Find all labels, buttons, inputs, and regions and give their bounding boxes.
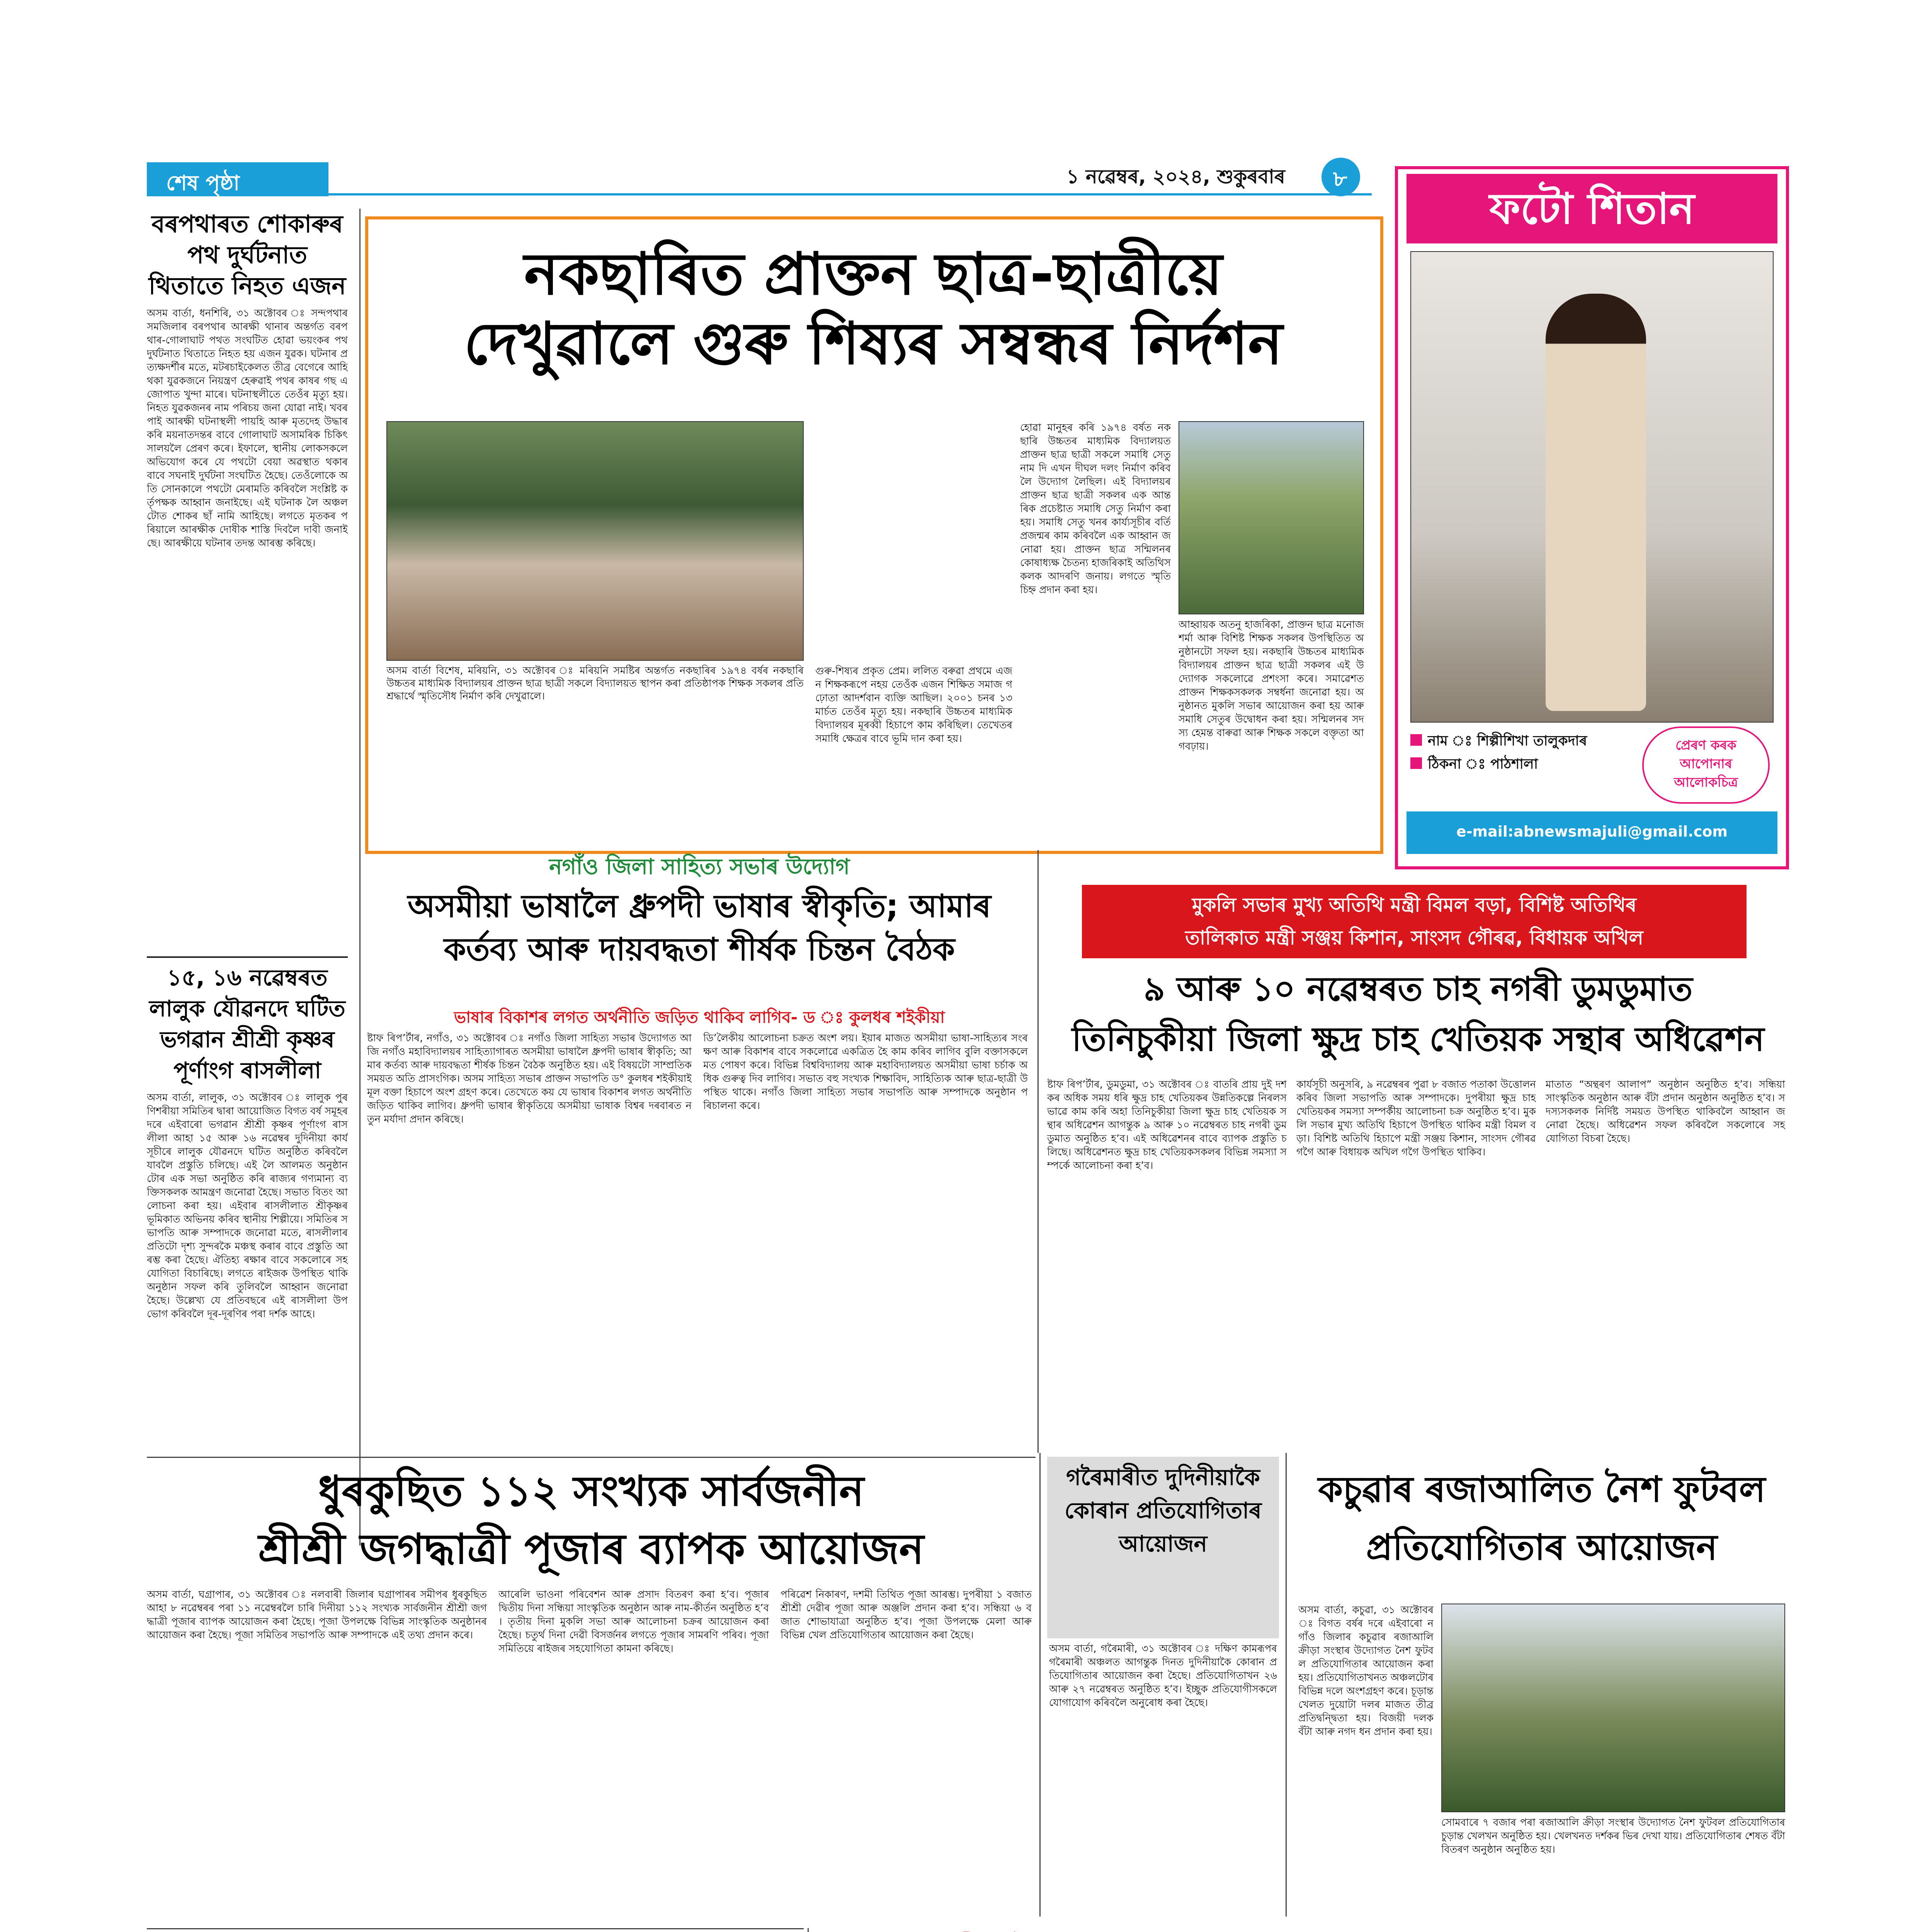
puja-top-rule	[147, 1457, 1036, 1458]
sahitya-rule	[1037, 850, 1039, 1453]
left-article-2-title: ১৫, ১৬ নৱেম্বৰত লালুক যৌৱনদে ঘটিত ভগৱান শ্ৰীশ্ৰী কৃষ্ণৰ পূৰ্ণাংগ ৰাসলীলা	[149, 964, 345, 1083]
goreswar-body: অসম বাৰ্তা, গৰৈমাৰী, ৩১ অক্টোবৰ ঃ দক্ষিণ কামৰূপৰ গৰৈমাৰী অঞ্চলত আগন্তুক দিনত দুদিনীয়াকৈ কোৰান প্ৰতিযোগিতাৰ আয়োজন কৰা হৈছে। প্ৰতিযোগিতাখন ২৬ আৰু ২৭ নৱেম্বৰত অনুষ্ঠিত হ’ব। ইচ্ছুক প্ৰতিযোগীসকলে যোগাযোগ কৰিবলৈ অনুৰোধ কৰা হৈছে।	[1049, 1643, 1277, 1709]
main-article-col2: গুৰু-শিষ্যৰ প্ৰকৃত প্ৰেম। ললিত বৰুৱা প্ৰথমে এজন শিক্ষকৰূপে নহয় তেওঁক এজন শিক্ষিত সমাজ গঢ়োতা আদৰ্শবান ব্যক্তি আছিল। ২০০১ চনৰ ১৩ মাৰ্চত তেওঁৰ মৃত্যু হয়। নকছাৰি উচ্চতৰ মাধ্যমিক বিদ্যালয়ৰ মূৰব্বী হিচাপে কাম কৰিছিল। তেখেতৰ সমাধি ক্ষেত্ৰৰ বাবে ভূমি দান কৰা হয়।	[815, 665, 1012, 745]
main-headline-1: নকছাৰিত প্ৰাক্তন ছাত্ৰ-ছাত্ৰীয়ে	[524, 241, 1223, 308]
left-column-rule	[359, 209, 361, 1546]
kachua-col1: অসম বাৰ্তা, কচুৱা, ৩১ অক্টোবৰ ঃ বিগত বৰ্ষৰ দৰে এইবাৰো নগাঁও জিলাৰ কচুৱাৰ ৰজাআলি ক্ৰীড়া সংস্থাৰ উদ্যোগত নৈশ ফুটবল প্ৰতিযোগিতাৰ আয়োজন কৰা হয়। প্ৰতিযোগিতাখনত অঞ্চলটোৰ বিভিন্ন দলে অংশগ্ৰহণ কৰে। চূড়ান্ত খেলত দুয়োটা দলৰ মাজত তীব্ৰ প্ৰতিদ্বন্দ্বিতা হয়। বিজয়ী দলক বঁটা আৰু নগদ ধন প্ৰদান কৰা হয়।	[1298, 1604, 1434, 1738]
name-bullet-icon	[1410, 734, 1422, 746]
march-rule	[808, 1928, 809, 1932]
sahitya-col1: ষ্টাফ ৰিপ’ৰ্টাৰ, নগাঁও, ৩১ অক্টোবৰ ঃ নগাঁও জিলা সাহিত্য সভাৰ উদ্যোগত আজি নগাঁও মহাবিদ্যালয়ৰ সাহিত্যাগাৰত অসমীয়া ভাষালৈ ধ্ৰুপদী ভাষাৰ স্বীকৃতি; আমাৰ কৰ্তব্য আৰু দায়বদ্ধতা শীৰ্ষক চিন্তন বৈঠক অনুষ্ঠিত হয়। এই বিষয়টো সাম্প্ৰতিক সময়ত অতি প্ৰাসংগিক। অসম সাহিত্য সভাৰ প্ৰাক্তন সভাপতি ড° কুলধৰ শইকীয়াই মূল বক্তা হিচাপে অংশ গ্ৰহণ কৰে। তেখেতে কয় যে ভাষাৰ বিকাশৰ লগত অৰ্থনীতি জড়িত থাকিব লাগিব। ধ্ৰুপদী ভাষাৰ স্বীকৃতিয়ে অসমীয়া ভাষাক বিশ্বৰ দৰবাৰত নতুন মৰ্যাদা প্ৰদান কৰিছে।	[367, 1032, 692, 1125]
left-article-1	[147, 209, 348, 951]
goreswar-headline: গৰৈমাৰীত দুদিনীয়াকৈ কোৰান প্ৰতিযোগিতাৰ আয়োজন	[1065, 1464, 1262, 1557]
contest-address: ঠিকনা ঃ পাঠশালা	[1428, 756, 1538, 772]
chah-col1: ষ্টাফ ৰিপ’ৰ্টাৰ, ডুমডুমা, ৩১ অক্টোবৰ ঃ বাতৰি প্ৰায় দুই দশকৰ অধিক সময় ধৰি ক্ষুদ্ৰ চাহ খেতিয়কৰ উন্নতিকল্পে নিৰলসভাৱে কাম কৰি অহা তিনিচুকীয়া জিলা ক্ষুদ্ৰ চাহ খেতিয়ক সন্থাৰ অধিৱেশন আগন্তুক ৯ আৰু ১০ নৱেম্বৰত চাহ নগৰী ডুমডুমাত অনুষ্ঠিত হ’ব। এই অধিৱেশনৰ বাবে ব্যাপক প্ৰস্তুতি চলিছে। অধিৱেশনত ক্ষুদ্ৰ চাহ খেতিয়কসকলৰ বিভিন্ন সমস্যা সম্পৰ্কে আলোচনা কৰা হ’ব।	[1047, 1079, 1287, 1172]
chah-headline-2: তিনিচুকীয়া জিলা ক্ষুদ্ৰ চাহ খেতিয়ক সন্থাৰ অধিৱেশন	[1071, 1020, 1765, 1059]
left-article-2	[147, 962, 348, 1546]
sahitya-subhead: ভাষাৰ বিকাশৰ লগত অৰ্থনীতি জড়িত থাকিব লাগিব- ড ঃ কুলধৰ শইকীয়া	[454, 1008, 945, 1027]
left-article-1-title: বৰপথাৰত শোকাৰুৰ পথ দুৰ্ঘটনাত থিতাতে নিহত এজন	[148, 210, 346, 300]
main-photo-caption: অসম বাৰ্তা বিশেষ, মৰিয়নি, ৩১ অক্টোবৰ ঃ মৰিয়নি সমষ্টিৰ অন্তৰ্গত নকছাৰিৰ ১৯৭৪ বৰ্ষৰ নকছাৰি উচ্চতৰ মাধ্যমিক বিদ্যালয়ৰ প্ৰাক্তন ছাত্ৰ ছাত্ৰী সকলে বিদ্যালয়ত স্থাপন কৰা প্ৰতিষ্ঠাপক শিক্ষক সকলৰ প্ৰতি শ্ৰদ্ধাৰ্থে স্মৃতিসৌধ নিৰ্মাণ কৰি দেখুৱালে।	[386, 665, 804, 702]
main-headline-2: দেখুৱালে গুৰু শিষ্যৰ সম্বন্ধৰ নিৰ্দশন	[464, 310, 1283, 378]
photo-contest-title: ফটো শিতান	[1489, 184, 1695, 233]
contest-name: নাম ঃ শিল্পীশিখা তালুকদাৰ	[1428, 733, 1587, 749]
send-photo-text: প্ৰেৰণ কৰক আপোনাৰ আলোকচিত্ৰ	[1674, 738, 1738, 790]
puja-col2: আৰেলি ভাওনা পৰিবেশন আৰু প্ৰসাদ বিতৰণ কৰা হ’ব। পূজাৰ দ্বিতীয় দিনা সন্ধিয়া সাংস্কৃতিক অনুষ্ঠান আৰু নাম-কীৰ্তন অনুষ্ঠিত হ’ব। তৃতীয় দিনা মুকলি সভা আৰু আলোচনা চক্ৰৰ আয়োজন কৰা হৈছে। চতুৰ্থ দিনা দেৱী বিসৰ্জনৰ লগতে পূজাৰ সামৰণি পৰিব। পূজা সমিতিয়ে ৰাইজৰ সহযোগিতা কামনা কৰিছে।	[498, 1589, 769, 1655]
football-trophy-photo	[1441, 1604, 1785, 1812]
puja-col3: পৰিৱেশ নিকাৰণ, দশমী তিথিত পূজা আৰম্ভ। দুপৰীয়া ১ বজাত শ্ৰীশ্ৰী দেৱীৰ পূজা আৰু অঞ্জলি প্ৰদান কৰা হ’ব। সন্ধিয়া ৬ বজাত শোভাযাত্ৰা অনুষ্ঠিত হ’ব। পূজা উপলক্ষে মেলা আৰু বিভিন্ন খেল প্ৰতিযোগিতাৰ আয়োজন কৰা হৈছে।	[781, 1589, 1032, 1641]
chah-banner-line2: তালিকাত মন্ত্ৰী সঞ্জয় কিশান, সাংসদ গৌৰৱ, বিধায়ক অখিল	[1185, 927, 1643, 949]
main-article-col4: আহ্বায়ক অতনু হাজৰিকা, প্ৰাক্তন ছাত্ৰ মনোজ শৰ্মা আৰু বিশিষ্ট শিক্ষক সকলৰ উপস্থিতিত অনুষ্ঠানটো সফল হয়। নকছাৰি উচ্চতৰ মাধ্যমিক বিদ্যালয়ৰ প্ৰাক্তন ছাত্ৰ ছাত্ৰী সকলৰ এই উদ্যোগক সকলোৱে প্ৰশংসা কৰে। সমাৱেশত প্ৰাক্তন শিক্ষকসকলক সম্বৰ্ধনা জনোৱা হয়। অনুষ্ঠানত মুকলি সভাৰ আয়োজন কৰা হয় আৰু সমাধি সেতুৰ উদ্বোধন কৰা হয়। সন্মিলনৰ সদস্য হেমন্ত বাৰুৱা আৰু শিক্ষক সকলে বক্তৃতা আগবঢ়ায়।	[1179, 619, 1364, 752]
puja-headline-1: ধুৰকুছিত ১১২ সংখ্যক সাৰ্বজনীন	[318, 1467, 864, 1515]
march-top-rule	[147, 1928, 804, 1929]
main-article-col3: হোৱা মানুহৰ কৰি ১৯৭৪ বৰ্ষত নকছাৰি উচ্চতৰ মাধ্যমিক বিদ্যালয়ত প্ৰাক্তন ছাত্ৰ ছাত্ৰী সকলে সমাধি সেতু নাম দি এখন দীঘল দলং নিৰ্মাণ কৰিবলৈ উদ্যোগ লৈছিল। এই বিদ্যালয়ৰ প্ৰাক্তন ছাত্ৰ ছাত্ৰী সকলৰ এক আন্তৰিক প্ৰচেষ্টাত সমাধি সেতু নিৰ্মাণ কৰা হয়। সমাধি সেতু খনৰ কাৰ্য্যসূচীৰ বৰ্তি প্ৰজন্মৰ কাম কৰিবলৈ এক আহ্বান জনোৱা হয়। প্ৰাক্তন ছাত্ৰ সন্মিলনৰ কোষাধ্যক্ষ চৈতন্য হাজৰিকাই অতিথিসকলক আদৰণি জনায়। লগতে স্মৃতি চিহ্ন প্ৰদান কৰা হয়।	[1020, 422, 1171, 596]
left-article-2-body: অসম বাৰ্তা, লালুক, ৩১ অক্টোবৰ ঃ লালুক পুৰণিশৰীয়া সমিতিৰ দ্বাৰা আয়োজিত বিগত বৰ্ষ সমূহৰ দৰে এইবাৰো ভগৱান শ্ৰীশ্ৰী কৃষ্ণৰ পূৰ্ণাংগ ৰাসলীলা আহা ১৫ আৰু ১৬ নৱেম্বৰ দুদিনীয়া কাৰ্যসূচীৰে লালুক যৌৱনদে ঘটিত অনুষ্ঠিত কৰিবলৈ যাবলৈ প্ৰস্তুতি চলিছে। এই লৈ আলমত অনুষ্ঠানটোৰ এক সভা অনুষ্ঠিত কৰি ৰাজ্যৰ গণ্যমান্য ব্যক্তিসকলক আমন্ত্ৰণ জনোৱা হৈছে। সভাত বিতং আলোচনা কৰা হয়। এইবাৰ ৰাসলীলাত শ্ৰীকৃষ্ণৰ ভূমিকাত অভিনয় কৰিব স্থানীয় শিল্পীয়ে। সমিতিৰ সভাপতি আৰু সম্পাদকে জনোৱা মতে, ৰাসলীলাৰ প্ৰতিটো দৃশ্য সুন্দৰকৈ মঞ্চস্থ কৰাৰ বাবে প্ৰস্তুতি আৰম্ভ কৰা হৈছে। ঐতিহ্য ৰক্ষাৰ বাবে সকলোৰে সহযোগিতা বিচাৰিছে। লগতে ৰাইজক উপস্থিত থাকি অনুষ্ঠান সফল কৰি তুলিবলৈ আহ্বান জনোৱা হৈছে। উল্লেখ্য যে প্ৰতিবছৰে এই ৰাসলীলা উপভোগ কৰিবলৈ দূৰ-দূৰণিৰ পৰা দৰ্শক আহে।	[147, 1092, 348, 1320]
group-photo	[386, 421, 804, 661]
page-number: ৮	[1333, 167, 1347, 192]
section-label: শেষ পৃষ্ঠা	[166, 171, 240, 195]
header-date: ১ নৱেম্বৰ, ২০২৪, শুকুৰবাৰ	[1066, 165, 1286, 188]
puja-col1: অসম বাৰ্তা, ঘগ্ৰাপাৰ, ৩১ অক্টোবৰ ঃ নলবাৰী জিলাৰ ঘগ্ৰাপাৰৰ সমীপৰ ধুৰকুছিত আহা ৮ নৱেম্বৰৰ পৰা ১১ নৱেম্বৰলৈ চাৰি দিনীয়া ১১২ সংখ্যক সাৰ্বজনীন শ্ৰীশ্ৰী জগদ্ধাত্ৰী পূজাৰ ব্যাপক আয়োজন কৰা হৈছে। পূজা উপলক্ষে বিভিন্ন সাংস্কৃতিক অনুষ্ঠানৰ আয়োজন কৰা হৈছে। পূজা সমিতিৰ সভাপতি আৰু সম্পাদকে এই তথ্য প্ৰদান কৰে।	[147, 1589, 487, 1641]
chah-col2: কাৰ্যসূচী অনুসৰি, ৯ নৱেম্বৰৰ পুৱা ৮ বজাত পতাকা উত্তোলন কৰিব জিলা সভাপতি আৰু সম্পাদকে। দুপৰীয়া ক্ষুদ্ৰ চাহ খেতিয়কৰ সমস্যা সম্পৰ্কীয় আলোচনা চক্ৰ অনুষ্ঠিত হ’ব। মুকলি সভাৰ মুখ্য অতিথি হিচাপে উপস্থিত থাকিব মন্ত্ৰী বিমল বড়া। বিশিষ্ট অতিথি হিচাপে মন্ত্ৰী সঞ্জয় কিশান, সাংসদ গৌৰৱ গগৈ আৰু বিধায়ক অখিল গগৈ উপস্থিত থাকিব।	[1296, 1079, 1536, 1158]
sahitya-headline: অসমীয়া ভাষালৈ ধ্ৰুপদী ভাষাৰ স্বীকৃতি; আমাৰ কৰ্তব্য আৰু দায়বদ্ধতা শীৰ্ষক চিন্তন বৈঠক	[408, 888, 991, 968]
address-bullet-icon	[1410, 757, 1422, 769]
chah-headline-1: ৯ আৰু ১০ নৱেম্বৰত চাহ নগৰী ডুমডুমাত	[1143, 970, 1693, 1009]
memorial-bridge-photo	[1179, 421, 1364, 614]
sahitya-kicker: নগাঁও জিলা সাহিত্য সভাৰ উদ্যোগ	[549, 854, 850, 879]
contest-email: e-mail:abnewsmajuli@gmail.com	[1456, 823, 1728, 840]
chah-col3: মাতাত “অন্থৰণ আলাপ” অনুষ্ঠান অনুষ্ঠিত হ’ব। সন্ধিয়া সাংস্কৃতিক অনুষ্ঠান আৰু বঁটা প্ৰদান অনুষ্ঠান অনুষ্ঠিত হ’ব। সদস্যসকলক নিৰ্দিষ্ট সময়ত উপস্থিত থাকিবলৈ আহ্বান জনোৱা হৈছে। অধিৱেশন সফল কৰিবলৈ সকলোৰে সহযোগিতা বিচৰা হৈছে।	[1546, 1079, 1785, 1145]
puja-headline-2: শ্ৰীশ্ৰী জগদ্ধাত্ৰী পূজাৰ ব্যাপক আয়োজন	[258, 1525, 924, 1573]
kachua-col2: সোমবাৰে ৭ বজাৰ পৰা ৰজাআলি ক্ৰীড়া সংস্থাৰ উদ্যোগত নৈশ ফুটবল প্ৰতিযোগিতাৰ চুড়ান্ত খেলখন অনুষ্ঠিত হয়। খেলখনত দৰ্শকৰ ভিৰ দেখা যায়। প্ৰতিযোগিতাৰ শেষত বঁটা বিতৰণ অনুষ্ঠান অনুষ্ঠিত হয়।	[1441, 1817, 1785, 1855]
portrait-figure	[1546, 294, 1646, 711]
sahitya-col2: ডি’লৈকীয় আলোচনা চক্ৰত অংশ লয়। ইয়াৰ মাজত অসমীয়া ভাষা-সাহিত্যৰ সংৰক্ষণ আৰু বিকাশৰ বাবে সকলোৱে একত্ৰিত হৈ কাম কৰিব লাগিব বুলি বক্তাসকলে মত পোষণ কৰে। বিভিন্ন বিশ্ববিদ্যালয় আৰু মহাবিদ্যালয়ত অসমীয়া ভাষা চৰ্চাক অধিক গুৰুত্ব দিব লাগিব। সভাত বহু সংখ্যক শিক্ষাবিদ, সাহিত্যিক আৰু ছাত্ৰ-ছাত্ৰী উপস্থিত থাকে। নগাঁও জিলা সাহিত্য সভাৰ সভাপতি আৰু সম্পাদকে অনুষ্ঠান পৰিচালনা কৰে।	[703, 1032, 1028, 1112]
chah-banner-line1: মুকলি সভাৰ মুখ্য অতিথি মন্ত্ৰী বিমল বড়া, বিশিষ্ট অতিথিৰ	[1192, 894, 1637, 916]
kachua-headline: কচুৱাৰ ৰজাআলিত নৈশ ফুটবল প্ৰতিযোগিতাৰ আয়োজন	[1318, 1469, 1766, 1568]
left-article-1-body: অসম বাৰ্তা, ধনশিৰি, ৩১ অক্টোবৰ ঃ সন্দপথাৰ সমজিলাৰ বৰপথাৰ আৰক্ষী থানাৰ অন্তৰ্গত বৰপথাৰ-গোলাঘাট পথত সংঘটিত হোৱা ভয়ংকৰ পথ দুৰ্ঘটনাত থিতাতে নিহত হয় এজন যুৱক। ঘটনাৰ প্ৰত্যক্ষদৰ্শীৰ মতে, মটৰচাইকেলত তীব্ৰ বেগেৰে আহি থকা যুৱকজনে নিয়ন্ত্ৰণ হেৰুৱাই পথৰ কাষৰ গছ এজোপাত খুন্দা মাৰে। ঘটনাস্থলীতে তেওঁৰ মৃত্যু হয়। নিহত যুৱকজনৰ নাম পৰিচয় জনা যোৱা নাই। খবৰ পাই আৰক্ষী ঘটনাস্থলী পায়হি আৰু মৃতদেহ উদ্ধাৰ কৰি ময়নাতদন্তৰ বাবে গোলাঘাট অসামৰিক চিকিৎসালয়লৈ প্ৰেৰণ কৰে। ইফালে, স্থানীয় লোকসকলে অভিযোগ কৰে যে পথটো বেয়া অৱস্থাত থকাৰ বাবে সঘনাই দুৰ্ঘটনা সংঘটিত হৈছে। তেওঁলোকে অতি সোনকালে পথটো মেৰামতি কৰিবলৈ সংশ্লিষ্ট কৰ্তৃপক্ষক আহ্বান জনাইছে। এই ঘটনাক লৈ অঞ্চলটোত শোকৰ ছাঁ নামি আহিছে। লগতে মৃতকৰ পৰিয়ালে আৰক্ষীক দোষীক শাস্তি দিবলৈ দাবী জনাইছে। আৰক্ষীয়ে ঘটনাৰ তদন্ত আৰম্ভ কৰিছে।	[147, 308, 348, 549]
left-divider-1	[147, 956, 348, 958]
